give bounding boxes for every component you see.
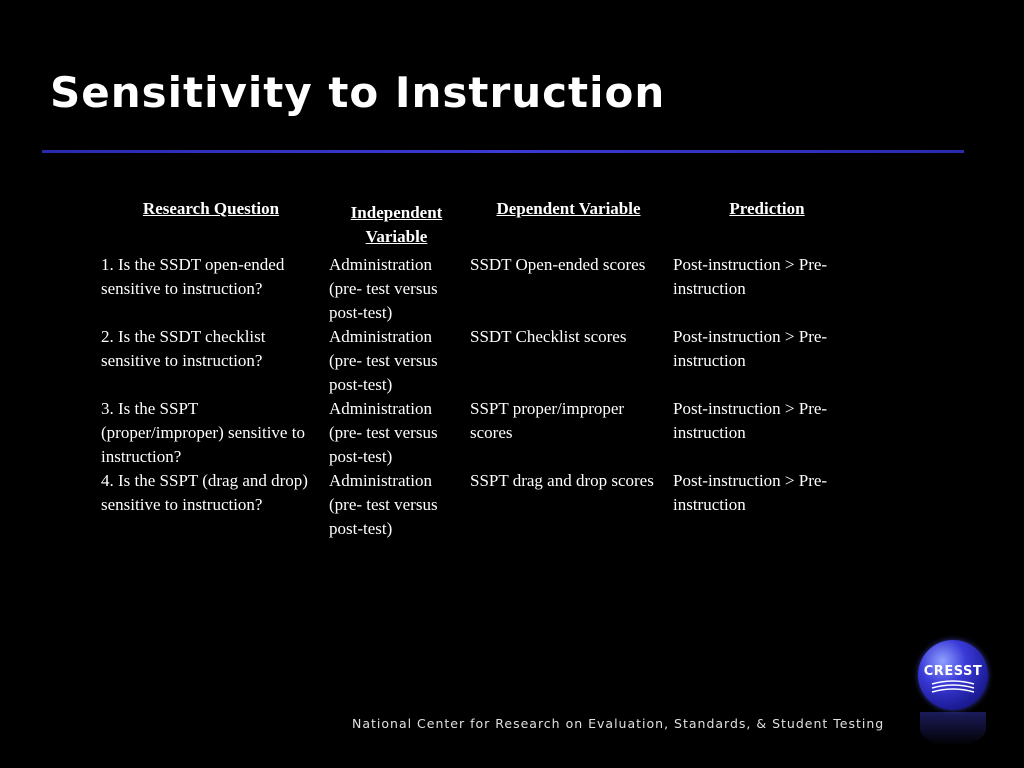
- table-row: [101, 469, 861, 541]
- research-question-cell: 4. Is the SSPT (drag and drop) sensitive to instruction?: [101, 471, 308, 514]
- prediction-cell: Post-instruction > Pre-instruction: [673, 399, 828, 442]
- dependent-variable-cell: SSDT Checklist scores: [470, 327, 627, 346]
- research-question-cell: 1. Is the SSDT open-ended sensitive to instruction?: [101, 255, 285, 298]
- research-table: [101, 197, 861, 541]
- dependent-variable-cell: SSPT drag and drop scores: [470, 471, 654, 490]
- header-dependent-variable: Dependent Variable: [496, 199, 641, 218]
- independent-variable-cell: Administration (pre- test versus post-test): [329, 327, 438, 394]
- slide-title: Sensitivity to Instruction: [50, 68, 666, 117]
- prediction-cell: Post-instruction > Pre-instruction: [673, 255, 828, 298]
- table-header-row: [101, 197, 861, 249]
- table-row: [101, 253, 861, 325]
- title-divider: [42, 150, 964, 153]
- logo-reflection: [920, 712, 986, 746]
- dependent-variable-cell: SSDT Open-ended scores: [470, 255, 646, 274]
- cresst-logo: [918, 640, 988, 710]
- prediction-cell: Post-instruction > Pre-instruction: [673, 471, 828, 514]
- research-question-cell: 3. Is the SSPT (proper/improper) sensitive to instruction?: [101, 399, 305, 466]
- table-row: [101, 325, 861, 397]
- independent-variable-cell: Administration (pre- test versus post-test): [329, 399, 438, 466]
- footer-organization: National Center for Research on Evaluation, Standards, & Student Testing: [352, 716, 885, 731]
- prediction-cell: Post-instruction > Pre-instruction: [673, 327, 828, 370]
- header-independent-variable: Independent Variable: [350, 203, 443, 246]
- logo-text: CRESST: [923, 664, 983, 679]
- header-research-question: Research Question: [142, 199, 280, 218]
- independent-variable-cell: Administration (pre- test versus post-test): [329, 255, 438, 322]
- dependent-variable-cell: SSPT proper/improper scores: [470, 399, 625, 442]
- independent-variable-cell: Administration (pre- test versus post-test): [329, 471, 438, 538]
- table-row: [101, 397, 861, 469]
- header-prediction: Prediction: [729, 199, 805, 218]
- research-question-cell: 2. Is the SSDT checklist sensitive to instruction?: [101, 327, 266, 370]
- logo-arcs-icon: [930, 680, 976, 694]
